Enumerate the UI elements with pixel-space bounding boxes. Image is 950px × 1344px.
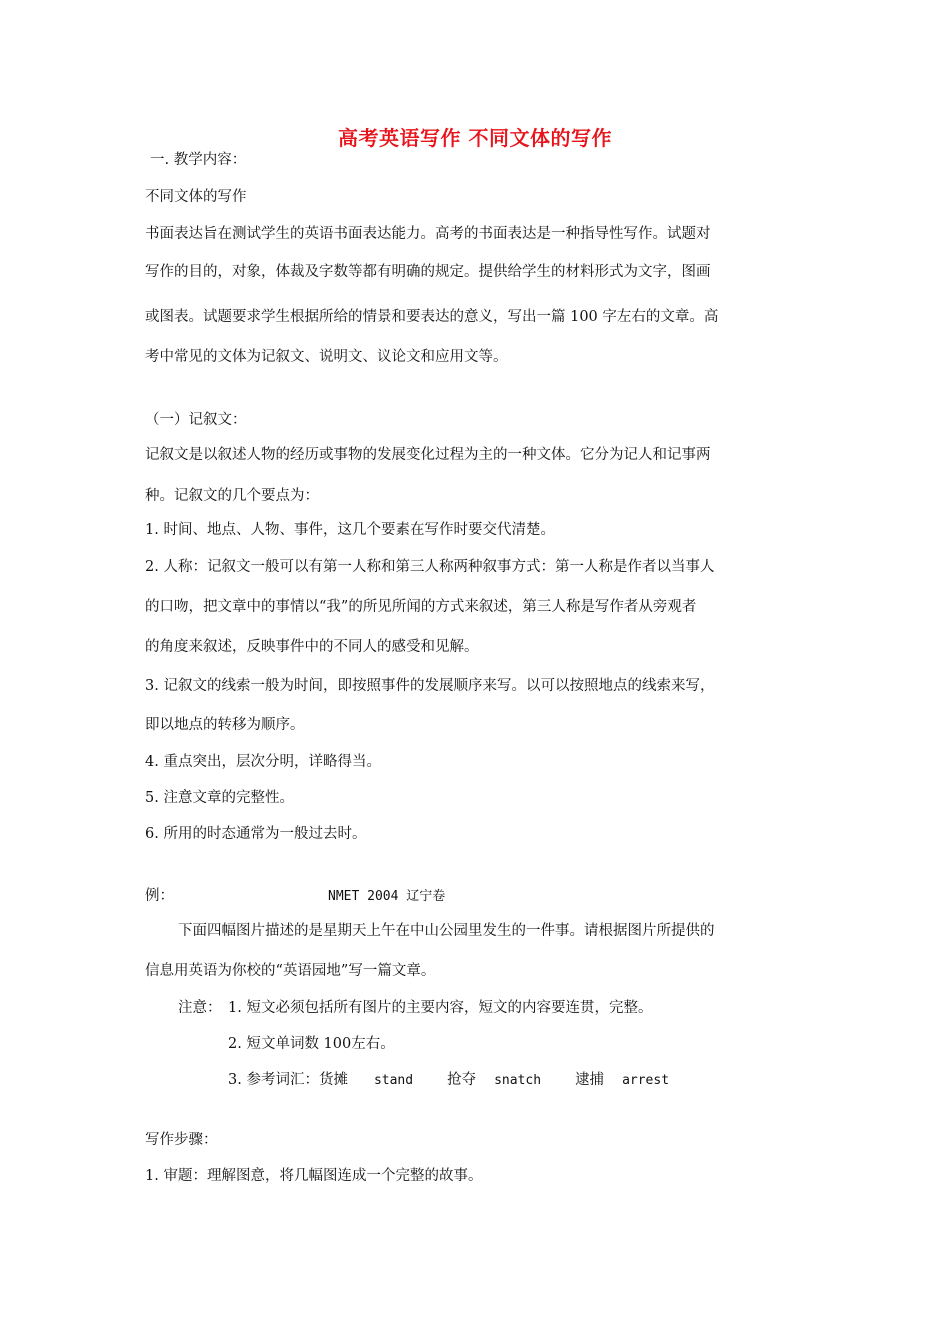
document-title: 高考英语写作 不同文体的写作 (338, 126, 612, 150)
section-subheading: 不同文体的写作 (145, 189, 247, 205)
note-item-3-prefix: 3. 参考词汇：货摊 (228, 1072, 348, 1088)
narrative-point-5: 5. 注意文章的完整性。 (145, 790, 294, 806)
steps-heading: 写作步骤： (145, 1132, 218, 1148)
intro-line: 考中常见的文体为记叙文、说明文、议论文和应用文等。 (145, 349, 508, 365)
example-paragraph: 下面四幅图片描述的是星期天上午在中山公园里发生的一件事。请根据图片所提供的 (178, 923, 715, 939)
note-item-3 (228, 1070, 669, 1091)
example-source: NMET 2004 辽宁卷 (328, 889, 446, 904)
intro-line: 书面表达旨在测试学生的英语书面表达能力。高考的书面表达是一种指导性写作。试题对 (145, 226, 711, 242)
narrative-heading: （一）记叙文： (145, 412, 247, 428)
narrative-line: 记叙文是以叙述人物的经历或事物的发展变化过程为主的一种文体。它分为记人和记事两 (145, 447, 711, 463)
narrative-line: 的口吻，把文章中的事情以“我”的所见所闻的方式来叙述，第三人称是写作者从旁观者 (145, 599, 697, 615)
note-item-1: 1. 短文必须包括所有图片的主要内容，短文的内容要连贯，完整。 (228, 1000, 653, 1016)
narrative-point-6: 6. 所用的时态通常为一般过去时。 (145, 826, 367, 842)
vocab-term: snatch (494, 1073, 542, 1088)
narrative-point-2: 2. 人称：记叙文一般可以有第一人称和第三人称两种叙事方式：第一人称是作者以当事人 (145, 559, 715, 575)
vocab-term: 抢夺 (447, 1072, 477, 1088)
intro-line: 或图表。试题要求学生根据所给的情景和要表达的意义，写出一篇 100 字左右的文章。高 (145, 309, 719, 325)
note-item-2: 2. 短文单词数 100左右。 (228, 1036, 395, 1052)
example-paragraph: 信息用英语为你校的“英语园地”写一篇文章。 (145, 963, 436, 979)
vocab-term: 逮捕 (575, 1072, 605, 1088)
intro-line: 写作的目的，对象，体裁及字数等都有明确的规定。提供给学生的材料形式为文字，图画 (145, 264, 711, 280)
note-label: 注意： (178, 1000, 222, 1016)
example-label: 例： (145, 888, 174, 904)
narrative-point-4: 4. 重点突出，层次分明，详略得当。 (145, 754, 381, 770)
section-heading-teaching-content: 一. 教学内容： (150, 152, 247, 168)
narrative-point-1: 1. 时间、地点、人物、事件，这几个要素在写作时要交代清楚。 (145, 522, 555, 538)
narrative-line: 种。记叙文的几个要点为： (145, 488, 319, 504)
vocab-term: stand (373, 1073, 414, 1088)
step-item-1: 1. 审题：理解图意，将几幅图连成一个完整的故事。 (145, 1168, 483, 1184)
narrative-line: 即以地点的转移为顺序。 (145, 717, 305, 733)
vocab-term: arrest (622, 1073, 670, 1088)
narrative-line: 的角度来叙述，反映事件中的不同人的感受和见解。 (145, 639, 479, 655)
narrative-point-3: 3. 记叙文的线索一般为时间，即按照事件的发展顺序来写。以可以按照地点的线索来写， (145, 678, 715, 694)
